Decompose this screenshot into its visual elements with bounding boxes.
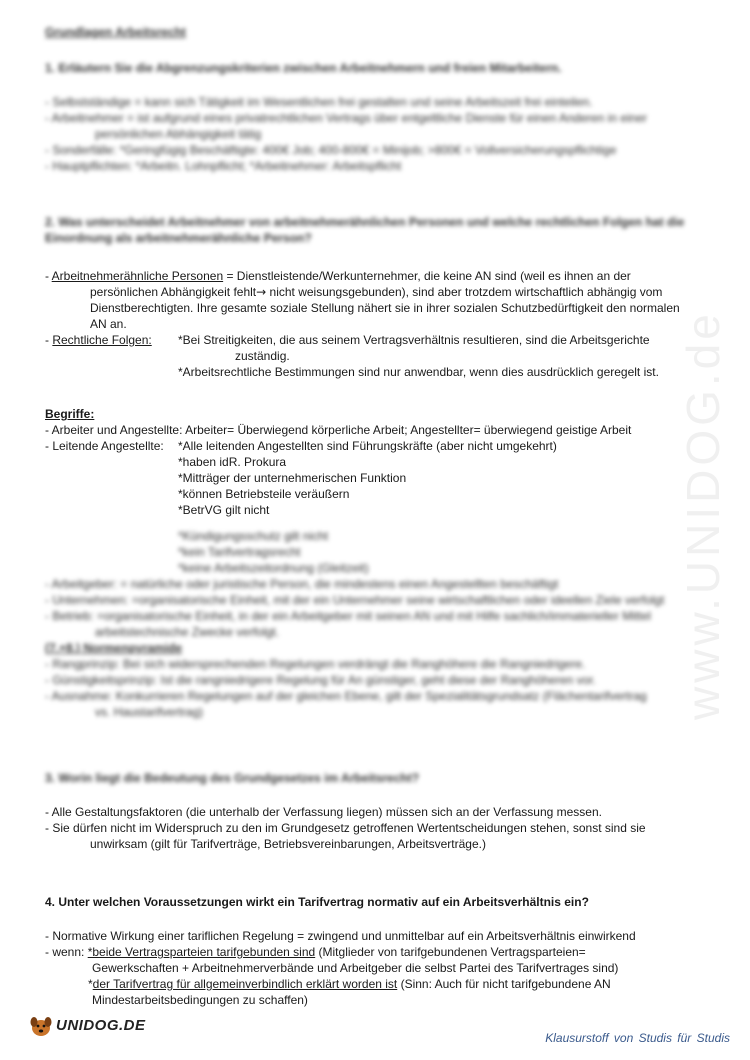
definition-line: - Arbeitnehmerähnliche Personen = Dienstleistende/Werkunternehmer, die keine AN sind (weil es ihnen an der	[45, 269, 631, 283]
definitions-heading: Begriffe:	[45, 407, 95, 421]
definition-continuation: persönlichen Abhängigkeit fehlt→ nicht weisungsgebunden), sind aber trotzdem wirtschaftlich abhängig vom Dienstberechtigten. Ihre gesamte soziale Stellung nähert sie in ihrer sozialen Schutzbedürftigkeit den normalen AN an.	[90, 285, 680, 331]
condition-2: *der Tarifvertrag für allgemeinverbindlich erklärt worden ist (Sinn: Auch für nicht tarifgebundene AN	[88, 977, 611, 991]
question-1-answer: - Selbstständige = kann sich Tätigkeit im Wesentlichen frei gestalten und seine Arbeitszeit frei einteilen. - Arbeitnehmer = ist aufgrund eines privatrechtlichen Vertrags über entgeltliche Dienste für einen Anderen in einer persönlichen Abhängigkeit tätig - Sonderfälle: *Geringfügig Beschäftigte: 400€ Job; 400-800€ = Minijob; >800€ = Vollversicherungspflichtige - Hauptpflichten: *Arbeitn. Lohnpflicht; *Arbeitnehmer: Arbeitspflicht	[45, 95, 648, 173]
executives-row: - Leitende Angestellte: *Alle leitenden Angestellten sind Führungskräfte (aber nicht umgekehrt)	[45, 439, 557, 453]
blurred-header	[45, 24, 695, 40]
condition-1: - wenn: *beide Vertragsparteien tarifgebunden sind (Mitglieder von tarifgebundenen Vertragsparteien=	[45, 945, 586, 959]
question-1-heading: 1. Erläutern Sie die Abgrenzungskriterien zwischen Arbeitnehmern und freien Mitarbeitern.	[45, 61, 562, 75]
question-4-heading: 4. Unter welchen Voraussetzungen wirkt ein Tarifvertrag normativ auf ein Arbeitsverhältnis ein?	[45, 895, 589, 909]
watermark: www.UNIDOG.de	[677, 310, 729, 720]
footer-logo	[28, 1013, 146, 1039]
question-4-answer: - Normative Wirkung einer tariflichen Regelung = zwingend und unmittelbar auf ein Arbeitsverhältnis einwirkend - wenn: *beide Vertragsparteien tarifgebunden sind (Mitglieder von tarifgebundenen Vertragsparteien= Gewerkschaften + Arbeitnehmerverbände und Arbeitgeber die selbst Partei des Tarifvertrages sind) *der Tarifvertrag für allgemeinverbindlich erklärt worden ist (Sinn: Auch für nicht tarifgebundene AN Mindestarbeitsbedingungen zu schaffen)	[45, 928, 695, 1008]
definitions-section: Begriffe: - Arbeiter und Angestellte: Arbeiter= Überwiegend körperliche Arbeit; Angestellter= überwiegend geistige Arbeit - Leitende Angestellte: *Alle leitenden Angestellten sind Führungskräfte (aber nicht umgekehrt) *haben idR. Prokura *Mitträger der unternehmerischen Funktion *können Betriebsteile veräußern *BetrVG gilt nicht	[45, 406, 695, 518]
list-item: *können Betriebsteile veräußern	[178, 487, 350, 501]
dog-icon	[28, 1013, 54, 1039]
document-title: Grundlagen Arbeitsrecht	[45, 25, 186, 39]
question-3-answer: - Alle Gestaltungsfaktoren (die unterhalb der Verfassung liegen) müssen sich an der Verfassung messen. - Sie dürfen nicht im Widerspruch zu den im Grundgesetz getroffenen Wertentscheidungen stehen, sonst sind sie unwirksam (gilt für Tarifverträge, Betriebsvereinbarungen, Arbeitsverträge.)	[45, 805, 646, 851]
list-item: *BetrVG gilt nicht	[178, 503, 270, 517]
footer-tagline: Klausurstoff von Studis für Studis	[545, 1031, 730, 1045]
list-item: *haben idR. Prokura	[178, 455, 287, 469]
legal-consequences-label: Rechtliche Folgen:	[52, 333, 152, 347]
list-item: *Mitträger der unternehmerischen Funktion	[178, 471, 407, 485]
logo-text: UNIDOG.DE	[56, 1017, 146, 1034]
question-3-heading: 3. Worin liegt die Bedeutung des Grundgesetzes im Arbeitsrecht?	[45, 771, 420, 785]
question-2-heading: 2. Was unterscheidet Arbeitnehmer von arbeitnehmerähnlichen Personen und welche rechtlichen Folgen hat die Einordnung als arbeitnehmerähnliche Person?	[45, 215, 685, 245]
arrow-right-icon: →	[256, 285, 267, 299]
blurred-definitions: *Kündigungsschutz gilt nicht *kein Tarifvertragsrecht *keine Arbeitszeitordnung (Gleitzeit) - Arbeitgeber: = natürliche oder juristische Person, die mindestens einen Angestellten beschäftigt - Unternehmen: =organisatorische Einheit, mit der ein Unternehmer seine wirtschaftlichen oder ideellen Ziele verfolgt - Betrieb: =organisatorische Einheit, in der ein Arbeitgeber mit seinen AN und mit Hilfe sachlich/immaterieller Mittel arbeitstechnische Zwecke verfolgt. (7.+8.) Normenpyramide - Rangprinzip: Bei sich widersprechenden Regelungen verdrängt die Ranghöhere die Rangniedrigere. - Günstigkeitsprinzip: Ist die rangniedrigere Regelung für An günstiger, geht diese der Ranghöheren vor. - Ausnahme: Konkurrieren Regelungen auf der gleichen Ebene, gilt der Spezialitätsgrundsatz (Flächentarifvertrag vs. Haustarifvertrag)	[45, 529, 665, 719]
term-label: Arbeitnehmerähnliche Personen	[51, 269, 224, 283]
legal-consequences-row: - Rechtliche Folgen: *Bei Streitigkeiten, die aus seinem Vertragsverhältnis resultieren, sind die Arbeitsgerichte	[45, 333, 650, 347]
question-2-answer: - Arbeitnehmerähnliche Personen = Dienstleistende/Werkunternehmer, die keine AN sind (weil es ihnen an der persönlichen Abhängigkeit fehlt→ nicht weisungsgebunden), sind aber trotzdem wirtschaftlich abhängig vom Dienstberechtigten. Ihre gesamte soziale Stellung nähert sie in ihrer sozialen Schutzbedürftigkeit den normalen AN an. - Rechtliche Folgen: *Bei Streitigkeiten, die aus seinem Vertragsverhältnis resultieren, sind die Arbeitsgerichte zuständig. *Arbeitsrechtliche Bestimmungen sind nur anwendbar, wenn dies ausdrücklich geregelt ist.	[45, 268, 695, 380]
